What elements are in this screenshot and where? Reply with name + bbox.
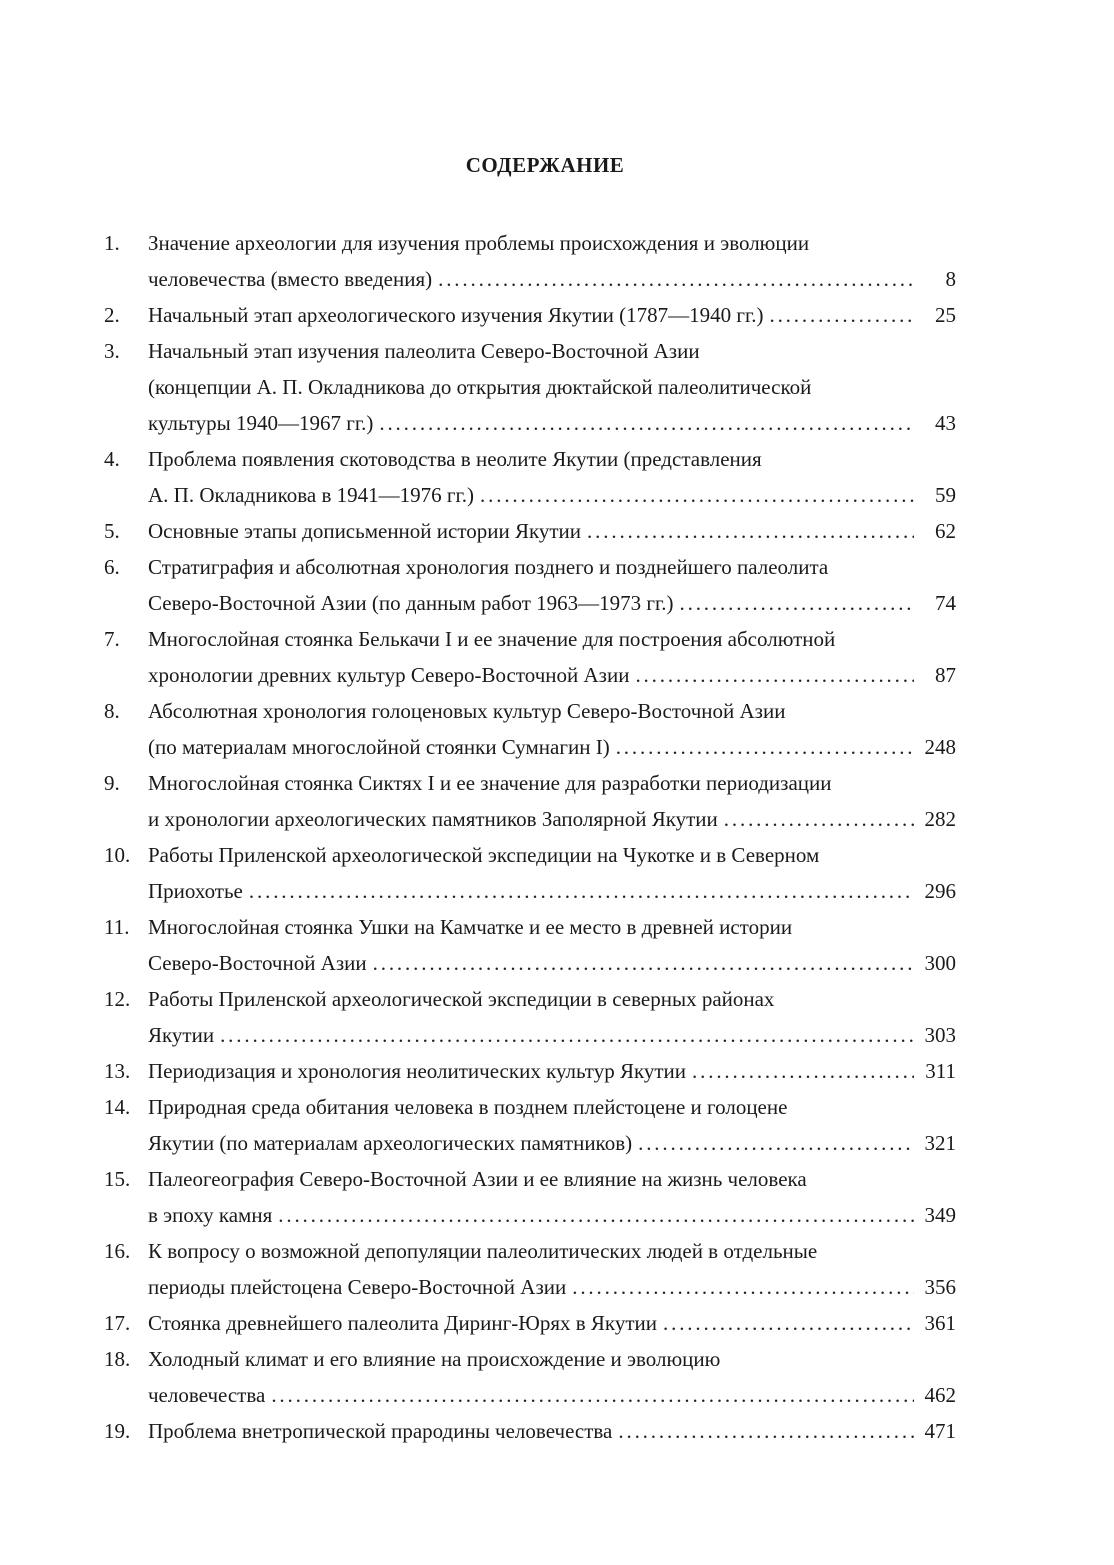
page-number: 74	[935, 591, 956, 615]
entry-last-line	[148, 297, 956, 333]
toc-entry	[104, 333, 956, 441]
entry-body	[148, 1341, 956, 1413]
toc-entry	[104, 1089, 956, 1161]
entry-title-line: Якутии	[148, 1023, 215, 1047]
page-number: 356	[924, 1275, 956, 1299]
entry-body	[148, 981, 956, 1053]
entry-body	[148, 1413, 956, 1449]
entry-last-line	[148, 1125, 956, 1161]
entry-number: 8.	[104, 699, 120, 723]
page-number: 300	[924, 951, 956, 975]
dot-leader	[635, 657, 914, 693]
entry-body	[148, 441, 956, 513]
entry-body	[148, 1089, 956, 1161]
dot-leader	[724, 801, 914, 837]
toc-entry	[104, 1305, 956, 1341]
entry-body	[148, 1305, 956, 1341]
entry-number: 1.	[104, 231, 120, 255]
toc-entry	[104, 909, 956, 981]
page-number: 462	[924, 1383, 956, 1407]
entry-number: 12.	[104, 987, 131, 1011]
entry-title-line: Проблема появления скотоводства в неолите Якутии (представления	[148, 447, 762, 471]
entry-number: 6.	[104, 555, 120, 579]
entry-title-line: Проблема внетропической прародины человечества	[148, 1419, 613, 1443]
entry-last-line	[148, 405, 956, 441]
entry-title-line: хронологии древних культур Северо-Восточной Азии	[148, 663, 630, 687]
toc-entry	[104, 297, 956, 333]
page-number: 25	[935, 303, 956, 327]
page-number: 321	[924, 1131, 956, 1155]
entry-body	[148, 333, 956, 441]
toc-entry	[104, 765, 956, 837]
entry-last-line	[148, 1197, 956, 1233]
entry-title-line: Природная среда обитания человека в позднем плейстоцене и голоцене	[148, 1095, 788, 1119]
entry-title-line: и хронологии археологических памятников Заполярной Якутии	[148, 807, 718, 831]
entry-title-line: Северо-Восточной Азии (по данным работ 1963—1973 гг.)	[148, 591, 674, 615]
entry-number: 4.	[104, 447, 120, 471]
entry-title-line: Стратиграфия и абсолютная хронология позднего и позднейшего палеолита	[148, 555, 829, 579]
entry-last-line	[148, 1413, 956, 1449]
entry-title-line: Многослойная стоянка Белькачи I и ее значение для построения абсолютной	[148, 627, 836, 651]
dot-leader	[271, 1377, 914, 1413]
entry-last-line	[148, 1053, 956, 1089]
entry-number: 5.	[104, 519, 120, 543]
entry-number: 9.	[104, 771, 120, 795]
entry-number: 2.	[104, 303, 120, 327]
entry-body	[148, 693, 956, 765]
entry-number: 16.	[104, 1239, 131, 1263]
entry-title-line: Начальный этап археологического изучения Якутии (1787—1940 гг.)	[148, 303, 764, 327]
entry-body	[148, 765, 956, 837]
page-number: 361	[924, 1311, 956, 1335]
entry-number: 18.	[104, 1347, 131, 1371]
dot-leader	[220, 1017, 914, 1053]
entry-title-line: человечества	[148, 1383, 266, 1407]
toc-entry	[104, 441, 956, 513]
table-of-contents	[104, 225, 956, 1449]
toc-entry	[104, 837, 956, 909]
toc-entry	[104, 1233, 956, 1305]
dot-leader	[572, 1269, 914, 1305]
entry-title-line: Начальный этап изучения палеолита Северо-Восточной Азии	[148, 339, 700, 363]
page-number: 311	[925, 1059, 956, 1083]
entry-title-line: Северо-Восточной Азии	[148, 951, 367, 975]
entry-last-line	[148, 513, 956, 549]
entry-title-line: Работы Приленской археологической экспедиции на Чукотке и в Северном	[148, 843, 820, 867]
toc-entry	[104, 225, 956, 297]
entry-last-line	[148, 477, 956, 513]
dot-leader	[438, 261, 914, 297]
page-number: 471	[924, 1419, 956, 1443]
toc-entry	[104, 1161, 956, 1233]
page-number: 8	[945, 267, 956, 291]
entry-last-line	[148, 801, 956, 837]
toc-entry	[104, 981, 956, 1053]
entry-title-line: Якутии (по материалам археологических памятников)	[148, 1131, 633, 1155]
entry-number: 13.	[104, 1059, 131, 1083]
dot-leader	[373, 945, 914, 981]
dot-leader	[680, 585, 915, 621]
page-number: 43	[935, 411, 956, 435]
entry-body	[148, 225, 956, 297]
dot-leader	[249, 873, 914, 909]
entry-number: 11.	[104, 915, 130, 939]
entry-title-line: (по материалам многослойной стоянки Сумнагин I)	[148, 735, 610, 759]
toc-entry	[104, 1053, 956, 1089]
toc-entry	[104, 621, 956, 693]
entry-title-line: Многослойная стоянка Сиктях I и ее значение для разработки периодизации	[148, 771, 832, 795]
entry-number: 3.	[104, 339, 120, 363]
toc-entry	[104, 1341, 956, 1413]
entry-last-line	[148, 657, 956, 693]
page-number: 303	[924, 1023, 956, 1047]
entry-body	[148, 621, 956, 693]
entry-number: 7.	[104, 627, 120, 651]
entry-last-line	[148, 1377, 956, 1413]
entry-number: 14.	[104, 1095, 131, 1119]
entry-title-line: человечества (вместо введения)	[148, 267, 433, 291]
entry-body	[148, 909, 956, 981]
entry-title-line: К вопросу о возможной депопуляции палеолитических людей в отдельные	[148, 1239, 818, 1263]
dot-leader	[278, 1197, 914, 1233]
entry-title-line: Значение археологии для изучения проблемы происхождения и эволюции	[148, 231, 810, 255]
page-number: 62	[935, 519, 956, 543]
entry-title-line: культуры 1940—1967 гг.)	[148, 411, 374, 435]
entry-last-line	[148, 261, 956, 297]
entry-body	[148, 513, 956, 549]
dot-leader	[692, 1053, 914, 1089]
entry-number: 19.	[104, 1419, 131, 1443]
dot-leader	[379, 405, 914, 441]
page-number: 59	[935, 483, 956, 507]
page-number: 296	[924, 879, 956, 903]
entry-title-line: Работы Приленской археологической экспедиции в северных районах	[148, 987, 775, 1011]
entry-last-line	[148, 585, 956, 621]
entry-last-line	[148, 873, 956, 909]
entry-body	[148, 837, 956, 909]
page-title: СОДЕРЖАНИЕ	[465, 153, 625, 177]
entry-number: 15.	[104, 1167, 131, 1191]
entry-last-line	[148, 729, 956, 765]
entry-title-line: Стоянка древнейшего палеолита Диринг-Юрях в Якутии	[148, 1311, 657, 1335]
dot-leader	[618, 1413, 914, 1449]
entry-body	[148, 1161, 956, 1233]
entry-body	[148, 1233, 956, 1305]
dot-leader	[638, 1125, 914, 1161]
page-number: 87	[935, 663, 956, 687]
entry-title-line: в эпоху камня	[148, 1203, 273, 1227]
entry-title-line: Основные этапы дописьменной истории Якутии	[148, 519, 582, 543]
page-number: 248	[924, 735, 956, 759]
entry-number: 10.	[104, 843, 131, 867]
dot-leader	[587, 513, 914, 549]
entry-title-line: Приохотье	[148, 879, 243, 903]
entry-body	[148, 549, 956, 621]
dot-leader	[616, 729, 914, 765]
dot-leader	[663, 1305, 914, 1341]
entry-last-line	[148, 1269, 956, 1305]
entry-title-line: Многослойная стоянка Ушки на Камчатке и ее место в древней истории	[148, 915, 793, 939]
entry-title-line: (концепции А. П. Окладникова до открытия дюктайской палеолитической	[148, 375, 812, 399]
entry-body	[148, 297, 956, 333]
page-number: 349	[924, 1203, 956, 1227]
entry-last-line	[148, 1305, 956, 1341]
entry-number: 17.	[104, 1311, 131, 1335]
toc-entry	[104, 693, 956, 765]
page-number: 282	[924, 807, 956, 831]
toc-entry	[104, 1413, 956, 1449]
entry-last-line	[148, 945, 956, 981]
dot-leader	[480, 477, 914, 513]
toc-entry	[104, 513, 956, 549]
entry-title-line: А. П. Окладникова в 1941—1976 гг.)	[148, 483, 475, 507]
toc-entry	[104, 549, 956, 621]
entry-title-line: Палеогеография Северо-Восточной Азии и ее влияние на жизнь человека	[148, 1167, 807, 1191]
entry-body	[148, 1053, 956, 1089]
dot-leader	[769, 297, 914, 333]
entry-title-line: Абсолютная хронология голоценовых культур Северо-Восточной Азии	[148, 699, 786, 723]
entry-title-line: периоды плейстоцена Северо-Восточной Азии	[148, 1275, 567, 1299]
entry-last-line	[148, 1017, 956, 1053]
entry-title-line: Периодизация и хронология неолитических культур Якутии	[148, 1059, 687, 1083]
entry-title-line: Холодный климат и его влияние на происхождение и эволюцию	[148, 1347, 721, 1371]
